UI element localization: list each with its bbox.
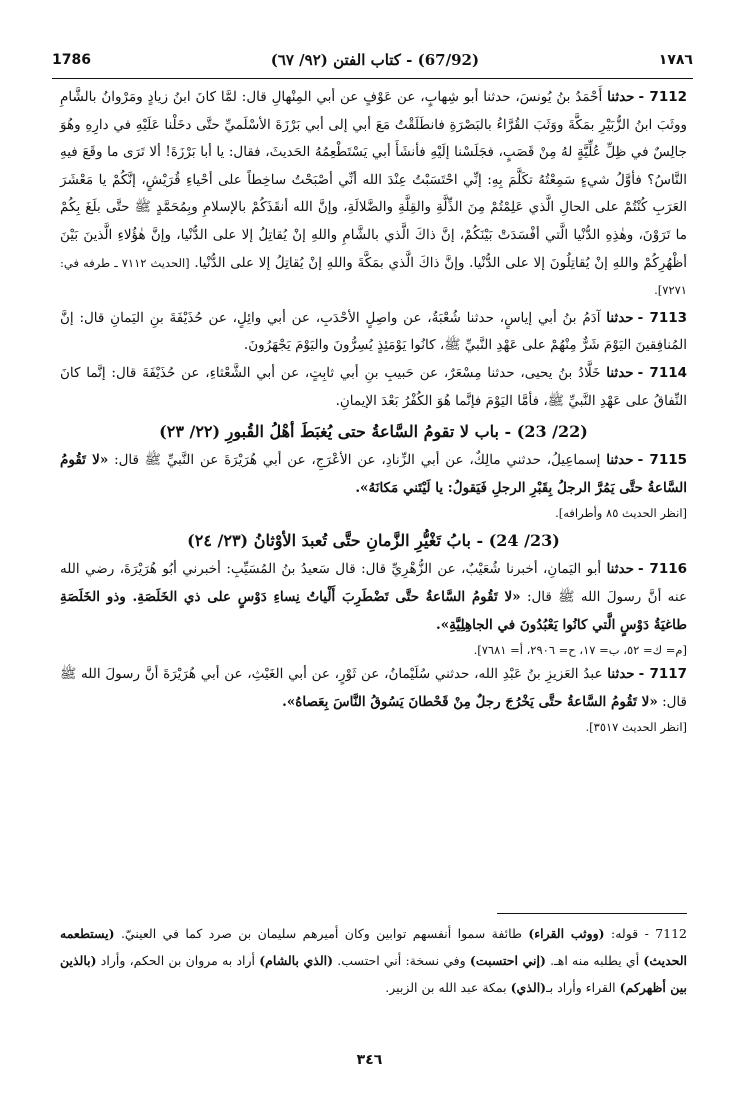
footnote-phrase: (إني احتسبت) — [469, 953, 546, 968]
header-page-number-latin: 1786 — [52, 52, 91, 68]
hadith-7114 — [60, 360, 687, 415]
header-chapter-title: (67/92) - كتاب الفتن (٩٢/ ٦٧) — [270, 51, 480, 69]
page-number: ٣٤٦ — [356, 1052, 383, 1068]
hadith-number: 7112 - — [638, 89, 687, 105]
footnote-text: طائفة سموا أنفسهم توابين وكان أميرهم سليمان بن صرد كما في العينيّ. — [120, 926, 522, 941]
hadith-label: حدثنا — [606, 364, 634, 381]
hadith-7116 — [60, 556, 687, 639]
footnote-text: أراد به مروان بن الحكم، وأراد — [100, 953, 256, 968]
hadith-text: عبدُ العَزيزِ بنُ عَبْدِ الله، حدثني سُلَيْمانُ، عن ثَوْرٍ، عن أبي الغَيْثِ، عن أبي هُرَيْرَةَ أنَّ رسولَ الله ﷺ قال: — [60, 666, 687, 710]
hadith-text: خَلَّادُ بنُ يحيى، حدثنا مِسْعَرٌ، عن حَبيبِ بنِ أبي ثابِتٍ، عن أبي الشَّعْثاءِ، عن حُذَيْفَةَ قال: إنَّما كانَ النِّفاقُ على عَهْدِ النَّبيِّ ﷺ، فأمَّا اليَوْمَ فإنَّما هُوَ الكُفْرُ بَعْدَ الإيمانِ. — [60, 364, 687, 409]
hadith-7115 — [60, 447, 687, 502]
footnote-phrase: (ووثب القراء) — [528, 926, 605, 941]
hadith-label: حدثنا — [607, 89, 635, 105]
chapter-heading: (23/ 24) - بابُ تَغْيُّرِ الزَّمانِ حتَّى تُعبدَ الأوْثانُ (٢٣/ ٢٤) — [187, 531, 560, 551]
hadith-text: أبو اليَمانِ، أخبرنا شُعَيْبٌ، عن الزُّهْرِيِّ قال: قال سَعيدُ بنُ المُسَيِّبِ: أخبرني أبُو هُرَيْرَةَ، رضي الله عنه أنَّ رسولَ الله ﷺ قال: — [60, 561, 688, 605]
main-text — [60, 84, 687, 738]
hadith-reference: [انظر الحديث ٣٥١٧]. — [585, 720, 687, 735]
footnote-separator — [497, 913, 687, 914]
footnote-phrase: (الذي بالشام) — [259, 953, 334, 968]
prophetic-quote: «لا تَقُومُ السَّاعةُ حتَّى يَمُرَّ الرجلُ بِقَبْرِ الرجلِ فَيَقولُ: يا لَيْتَني مَكانَهُ». — [60, 452, 687, 496]
running-header — [52, 42, 693, 79]
footnote-text: وفي نسخة: أني احتسب. — [337, 953, 466, 968]
hadith-text: آدَمُ بنُ أبي إياسٍ، حدثنا شُعْبَةُ، عن واصِلٍ الأحْدَبِ، عن أبي وائِلٍ، عن حُذَيْفَةَ بنِ اليَمانِ قال: إنَّ المُنافِقينَ اليَوْمَ شَرٌّ مِنْهُمْ على عَهْدِ النَّبيِّ ﷺ، كانُوا يَوْمَئِذٍ يُسِرُّونَ واليَوْمَ يَجْهَرُونَ. — [60, 309, 687, 354]
hadith-reference: [م= ك= ٥٢، ب= ١٧، ح= ٢٩٠٦، أ= ٧٦٨١]. — [473, 643, 687, 658]
hadith-label: حدثنا — [606, 452, 634, 469]
prophetic-quote: «لا تَقُومُ السَّاعةُ حتَّى تَضْطَرِبَ أَلْياتُ نِساءِ دَوْسٍ على ذي الخَلَصَةِ. وذو الخَلَصَةِ طاغيَةُ دَوْسٍ الَّتي كانُوا يَعْبُدُونَ في الجاهِلِيَّةِ». — [60, 588, 687, 633]
hadith-reference: [انظر الحديث ٨٥ وأطرافه]. — [555, 506, 687, 521]
footnote-text: أي يطلبه منه اهـ. — [550, 953, 640, 968]
footnote-phrase: (بالذين بين أظهركم) — [60, 953, 687, 995]
footnote-phrase: (الذي) — [510, 980, 547, 995]
prophetic-quote: «لا تَقُومُ السَّاعةُ حتَّى يَخْرُجَ رجلٌ مِنْ قَحْطانَ يَسُوقُ النَّاسَ بِعَصاهُ». — [282, 693, 658, 710]
header-page-number-arabic: ١٧٨٦ — [658, 52, 693, 68]
chapter-heading: (22/ 23) - باب لا تقومُ السَّاعةُ حتى يُغبَطَ أهْلُ القُبورِ (٢٢/ ٢٣) — [159, 422, 588, 442]
hadith-label: حدثنا — [606, 561, 634, 578]
footnote — [60, 920, 687, 1001]
hadith-7117 — [60, 661, 687, 716]
hadith-7113 — [60, 305, 687, 360]
hadith-number: 7115 - — [637, 452, 687, 469]
hadith-text: إسماعِيلُ، حدثني مالِكٌ، عن أبي الزِّنادِ، عن الأعْرَجِ، عن أبي هُرَيْرَةَ عن النَّبيِّ ﷺ قال: — [114, 452, 601, 469]
hadith-text: أَحْمَدُ بنُ يُونسَ، حدثنا أبو شِهابٍ، عن عَوْفٍ عن أبي المِنْهالِ قال: لمَّا كانَ ابنُ زيادٍ ومَرْوانُ بالشَّامِ ووثَبَ ابنُ الزُّبَيْرِ بمَكَّةَ ووَثَبَ القُرَّاءُ بالبَصْرَةِ فانطَلَقْتُ مَعَ أبي إلى أبي بَرْزَةَ الأسْلَميِّ حتَّى دخَلْنا عَلَيْهِ في دارِهِ وهُوَ جالِسٌ في ظِلِّ عُلِّيَّةٍ لهُ مِنْ قَصَبٍ، فجَلَسْنا إلَيْهِ فأنشَأَ أبي يَسْتَطْعِمُهُ الحَديثَ، فقال: يا أبا بَرْزَةَ! ألا تَرَى ما وقَعَ فيهِ النَّاسُ؟ فأوَّلُ شيءٍ سَمِعْتُهُ تكَلَّمَ بِهِ: إنِّي احْتَسَبْتُ عِنْدَ الله أنِّي أصْبَحْتُ ساخِطاً على أحْياءِ قُرَيْشٍ، إنَّكُمْ يا مَعْشَرَ العَرَبِ كُنْتُمْ على الحالِ الَّذي عَلِمْتُمْ مِنَ الذِّلَّةِ والقِلَّةِ والضَّلالَةِ، وإنَّ الله أنقَذَكُمْ بالإسلامِ وبِمُحَمَّدٍ ﷺ حتَّى بلَغَ بِكُمْ ما تَرَوْنَ، وهٰذِهِ الدُّنْيا الَّتي أفْسَدَتْ بَيْنَكُمْ، إنَّ ذاكَ الَّذي بالشَّامِ واللهِ إنْ يُقاتِلُ إلا على الدُّنْيا، وإنَّ هٰؤُلاءِ الَّذينَ بَيْنَ أظْهُرِكُمْ واللهِ إنْ يُقاتِلُونَ إلا على الدُّنْيا. وإنَّ ذاكَ الَّذي بمَكَّةَ واللهِ إنْ يُقاتِلُ إلا على الدُّنْيا. — [60, 89, 687, 271]
hadith-number: 7113 - — [637, 309, 688, 326]
footnote-text: بمكة عبد الله بن الزبير. — [385, 980, 507, 995]
hadith-reference: [الحديث ٧١١٢ ـ طرفه في: ٧٢٧١]. — [60, 255, 687, 298]
footnote-phrase: (يستطعمه الحديث) — [60, 926, 687, 968]
hadith-number: 7117 - — [638, 666, 688, 683]
footnote-number: 7112 - قوله: — [611, 926, 688, 941]
hadith-label: حدثنا — [607, 666, 635, 683]
hadith-7112 — [60, 84, 687, 305]
hadith-number: 7116 - — [637, 561, 687, 578]
hadith-number: 7114 - — [637, 364, 687, 381]
hadith-label: حدثنا — [606, 309, 634, 326]
footnote-text: القراء وأراد بـ — [546, 980, 616, 995]
